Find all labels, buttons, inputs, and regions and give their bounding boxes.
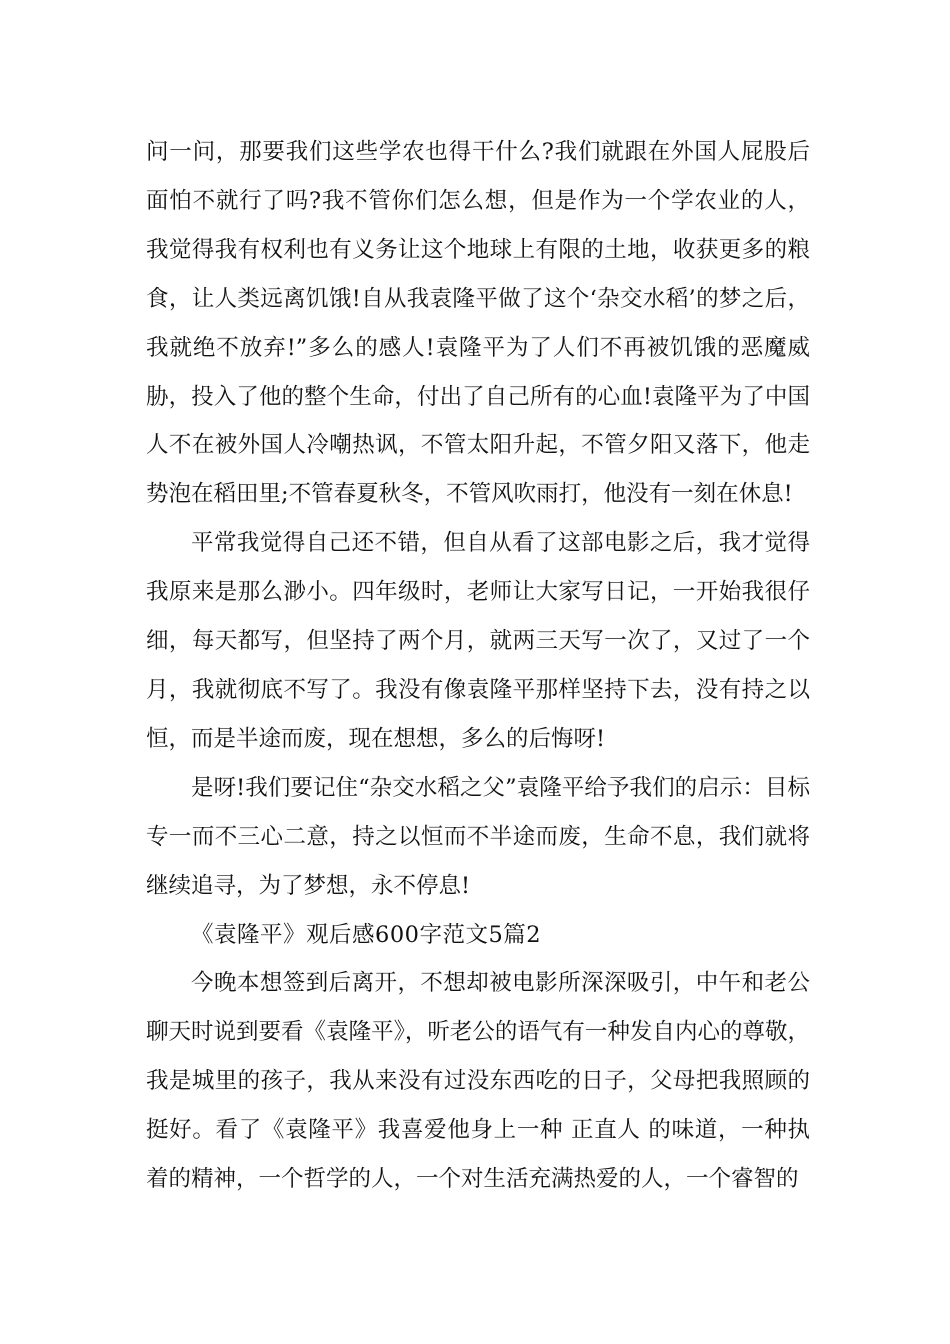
paragraph-4: 今晚本想签到后离开，不想却被电影所深深吸引，中午和老公聊天时说到要看《袁隆平》，听老公的语气有一种发自内心的尊敬，我是城里的孩子，我从来没有过没东西吃的日子，父母把我照顾的挺好。看了《袁隆平》我喜爱他身上一种 正直人 的味道，一种执着的精神，一个哲学的人，一个对生活充满热爱的人，一个睿智的 [146,970,810,1193]
section-heading: 《袁隆平》观后感600字范文5篇2 [191,921,542,948]
paragraph-2: 平常我觉得自己还不错，但自从看了这部电影之后，我才觉得我原来是那么渺小。四年级时，老师让大家写日记，一开始我很仔细，每天都写，但坚持了两个月，就两三天写一次了，又过了一个月，我就彻底不写了。我没有像袁隆平那样坚持下去，没有持之以恒，而是半途而废，现在想想，多么的后悔呀! [146,530,810,752]
paragraph-3: 是呀!我们要记住“杂交水稻之父”袁隆平给予我们的启示：目标专一而不三心二意，持之以恒而不半途而废，生命不息，我们就将继续追寻，为了梦想，永不停息! [146,774,810,899]
document-body [146,128,810,1204]
paragraph-1: 问一问，那要我们这些学农也得干什么?我们就跟在外国人屁股后面怕不就行了吗?我不管你们怎么想，但是作为一个学农业的人，我觉得我有权利也有义务让这个地球上有限的土地，收获更多的粮食，让人类远离饥饿!自从我袁隆平做了这个‘杂交水稻’的梦之后，我就绝不放弃!”多么的感人!袁隆平为了人们不再被饥饿的恶魔威胁，投入了他的整个生命，付出了自己所有的心血!袁隆平为了中国人不在被外国人冷嘲热讽，不管太阳升起，不管夕阳又落下，他走势泡在稻田里;不管春夏秋冬，不管风吹雨打，他没有一刻在休息! [146,139,810,508]
